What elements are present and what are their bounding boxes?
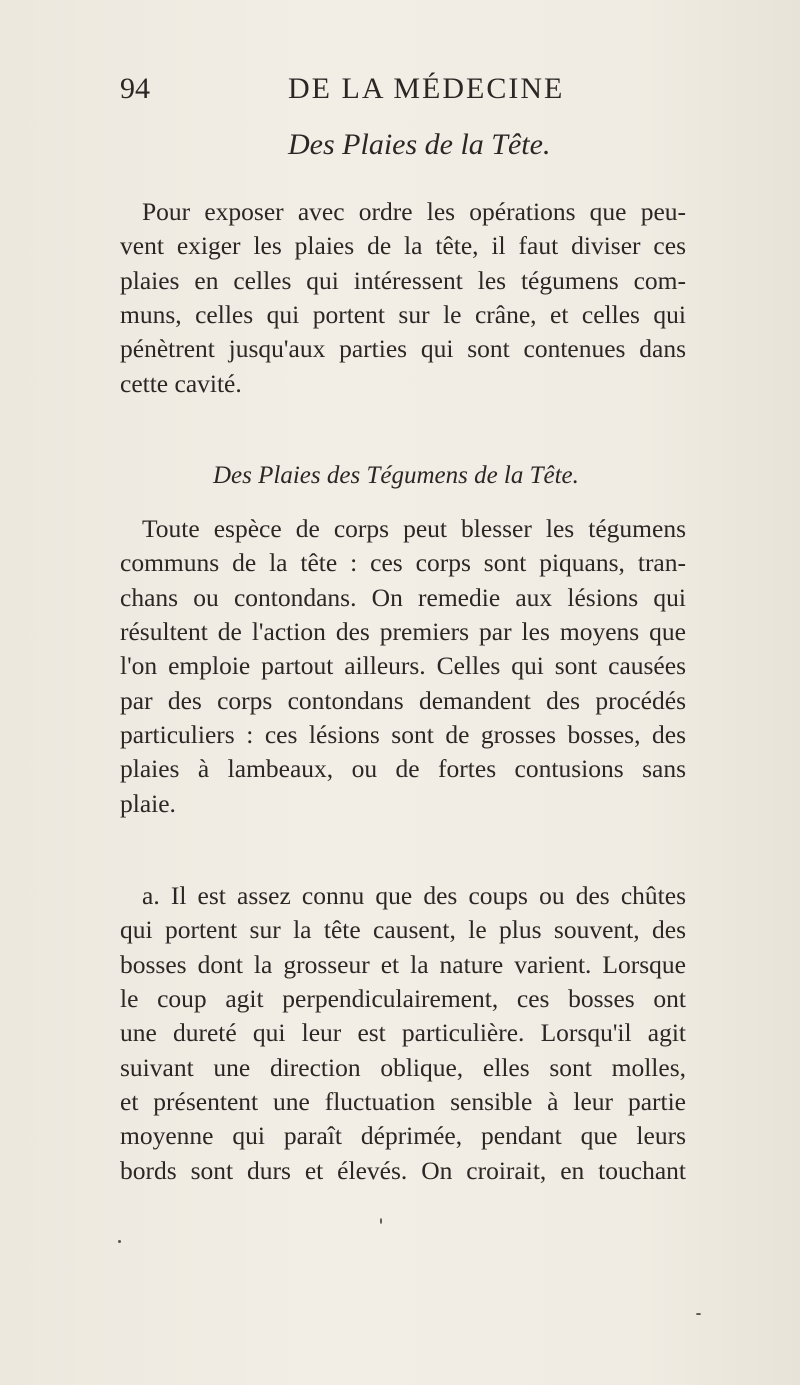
text-line: le coup agit perpendiculairement, ces bosses ont xyxy=(120,984,686,1014)
text-line: bosses dont la grosseur et la nature varient. Lorsque xyxy=(120,949,686,979)
paper-speck xyxy=(380,1218,382,1224)
text-line: une dureté qui leur est particulière. Lorsqu'il agit xyxy=(120,1018,686,1048)
paragraph-1 xyxy=(120,195,686,401)
text-line: plaies en celles qui intéressent les tégumens com- xyxy=(120,265,686,295)
text-line: qui portent sur la tête causent, le plus souvent, des xyxy=(120,915,686,945)
paper-speck xyxy=(696,1313,701,1315)
text-line: bords sont durs et élevés. On croirait, en touchant xyxy=(120,1155,686,1185)
paragraph-3 xyxy=(120,879,686,1188)
paragraph-2 xyxy=(120,512,686,821)
text-line: moyenne qui paraît déprimée, pendant que leurs xyxy=(120,1121,686,1151)
text-line: plaies à lambeaux, ou de fortes contusions sans xyxy=(120,754,686,784)
text-line: l'on emploie partout ailleurs. Celles qui sont causées xyxy=(120,651,686,681)
text-line: chans ou contondans. On remedie aux lésions qui xyxy=(120,582,686,612)
text-line: particuliers : ces lésions sont de grosses bosses, des xyxy=(120,720,686,750)
page-header xyxy=(120,72,620,112)
text-line: Toute espèce de corps peut blesser les tégumens xyxy=(142,514,686,543)
text-line: a. Il est assez connu que des coups ou des chûtes xyxy=(142,881,686,910)
paper-speck xyxy=(118,1240,121,1243)
text-line: vent exiger les plaies de la tête, il faut diviser ces xyxy=(120,231,686,261)
subsection-title: Des Plaies des Tégumens de la Tête. xyxy=(213,462,579,489)
text-line: cette cavité. xyxy=(120,368,242,398)
page-number: 94 xyxy=(120,72,150,105)
text-line: et présentent une fluctuation sensible à leur partie xyxy=(120,1087,686,1117)
text-line: résultent de l'action des premiers par les moyens que xyxy=(120,617,686,647)
section-title: Des Plaies de la Tête. xyxy=(288,128,551,161)
text-line: suivant une direction oblique, elles sont molles, xyxy=(120,1052,686,1082)
text-line: communs de la tête : ces corps sont piquans, tran- xyxy=(120,548,686,578)
text-line: par des corps contondans demandent des procédés xyxy=(120,685,686,715)
running-title: DE LA MÉDECINE xyxy=(288,72,565,105)
text-line: plaie. xyxy=(120,788,176,818)
text-line: muns, celles qui portent sur le crâne, et celles qui xyxy=(120,300,686,330)
text-line: Pour exposer avec ordre les opérations que peu- xyxy=(142,197,686,226)
text-line: pénètrent jusqu'aux parties qui sont contenues dans xyxy=(120,334,686,364)
